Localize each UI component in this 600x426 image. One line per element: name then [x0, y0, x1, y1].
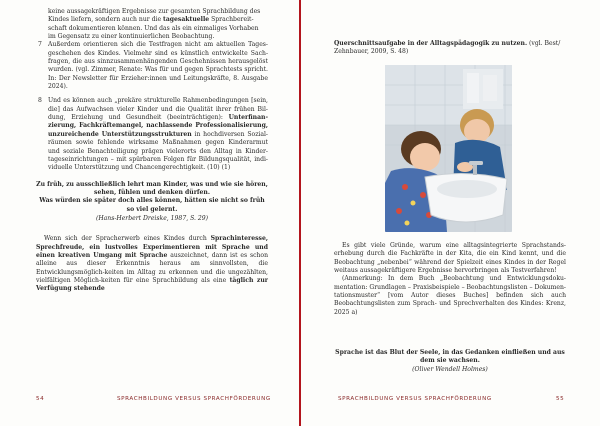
- note-number: 8: [38, 97, 42, 105]
- body-text: auszeichnet, dann ist es schon alleine aus dieser Erkenntnis heraus am sinnvollsten, die Entwicklungsmöglich-keiten im Alltag zu erkennen und die ungezählten, vielfältigen Möglich-keiten für eine Sprachbildung als eine: [36, 251, 269, 284]
- right-top-paragraph: [334, 40, 566, 57]
- book-spine: [299, 0, 301, 426]
- right-paragraph-2: (Anmerkung: In dem Buch „Beobachtung und Entwicklungsdoku-mentation: Grundlagen – Praxisbeispiele – Beobachtungslisten – Dokumen-tationsmuster“ [vom Autor dieses Buches] befinden sich auch Beobachtungslisten zum Sprach- und Sprechverhalten des Kindes: Krenz, 2025 a): [334, 275, 566, 316]
- note-number: 7: [38, 41, 42, 49]
- intro-bold-term: tagesaktuelle: [163, 16, 210, 24]
- left-page-number: 54: [36, 396, 45, 402]
- intro-paragraph: [36, 8, 268, 41]
- quote-block: [36, 181, 268, 224]
- note-8-text-cont: in hochdiversen Sozial-räumen sowie fehlende wirksame Maßnahmen gegen Kinderarmut und soziale Benachteiligung prägen vielerorts den Alltag in Kinder-tageseinrichtungen – mit spürbaren Folgen für Bildungsqualität, indi-viduelle Unterstützung und Chancengerechtigkeit. (10) (1): [48, 130, 268, 172]
- intro-line: Sprachbereit-: [209, 16, 254, 24]
- right-top-citation: (vgl. Best/ Zehnbauer, 2009, S. 48): [334, 40, 561, 56]
- quote-line: Sprache ist das Blut der Seele, in das Gedanken einfließen und aus: [335, 349, 565, 356]
- children-washing-hands-photo: [385, 65, 512, 232]
- body-text: Wenn sich der Spracherwerb eines Kindes durch: [44, 235, 211, 243]
- body-bold-text: Sprachinteresse, Sprechfreude, ein lustvolles Experimentieren mit Sprache und einen kreativen Umgang mit Sprache: [36, 235, 268, 259]
- right-running-head: SPRACHBILDUNG VERSUS SPRACHFÖRDERUNG: [338, 396, 492, 402]
- intro-line: im Gegensatz zu einer kontinuierlichen Beobachtung.: [48, 33, 215, 41]
- intro-line: Kindes liefern, sondern auch nur die: [48, 16, 164, 24]
- note-8-bold-text: Unterfinan-zierung, Fachkräftemangel, nachlassende Professionalisierung, unzureichende Unterstützungsstrukturen: [48, 114, 268, 138]
- note-7-text: Außerdem orientieren sich die Testfragen nicht am aktuellen Tages-geschehen des Kindes. Vielmehr sind es künstlich entwickelte Sach-fragen, die aus sinnzusammenhängenden Geschehnissen herausgelöst wurden. (vgl. Zimmer, Renate: Was für und gegen Sprachtests spricht. In: Der Newsletter für Erzieher:innen und Leitungskräfte, 8. Ausgabe 2024).: [48, 41, 268, 91]
- quote-line: Was würden sie später doch alles können, hätten sie nicht so früh: [39, 197, 265, 205]
- intro-line: schaft dokumentieren können. Und das als ein einmaliges Vorhaben: [48, 24, 259, 32]
- right-quote-block: [334, 349, 566, 374]
- note-8-text: Und es können auch „prekäre strukturelle Rahmenbedingungen [sein, die] das Aufwachsen vieler Kinder und die Qualität ihrer frühen Bil-dung, Erziehung und Gesundheit (beeinträchtigen):: [48, 97, 268, 122]
- intro-line: keine aussagekräftigen Ergebnisse zur gesamten Sprachbildung des: [48, 8, 261, 15]
- left-running-head: SPRACHBILDUNG VERSUS SPRACHFÖRDERUNG: [117, 396, 271, 402]
- quote-line: dem sie wachsen.: [420, 357, 480, 365]
- quote-line: sehen, fühlen und denken dürfen.: [94, 188, 210, 196]
- body-paragraph: [36, 235, 268, 293]
- body-bold-text: täglich zur Verfügung stehende: [36, 276, 268, 293]
- note-8: [36, 97, 268, 172]
- note-7: [36, 41, 268, 91]
- right-paragraph-1: Es gibt viele Gründe, warum eine alltagsintegrierte Sprachstands-erhebung durch die Fachkräfte in der Kita, die ein Kind kennt, und die Beobachtung „nebenbei“ während der Spielzeit eines Kindes in der Regel weitaus aussagekräftigere Ergebnisse hervorbringen als Testverfahren!: [334, 242, 566, 275]
- left-page-text: [36, 8, 268, 294]
- quote-source: (Hans-Herbert Dreiske, 1987, S. 29): [95, 214, 209, 222]
- quote-line: so viel gelernt.: [126, 205, 178, 213]
- quote-line: Zu früh, zu ausschließlich lehrt man Kinder, was und wie sie hören,: [36, 180, 268, 188]
- right-page-text: [334, 242, 566, 317]
- quote-source: (Oliver Wendell Holmes): [412, 365, 488, 373]
- right-top-bold: Querschnittsaufgabe in der Alltagspädagogik zu nutzen.: [334, 40, 528, 47]
- photo-illustration: [385, 65, 512, 232]
- right-page-number: 55: [556, 396, 565, 402]
